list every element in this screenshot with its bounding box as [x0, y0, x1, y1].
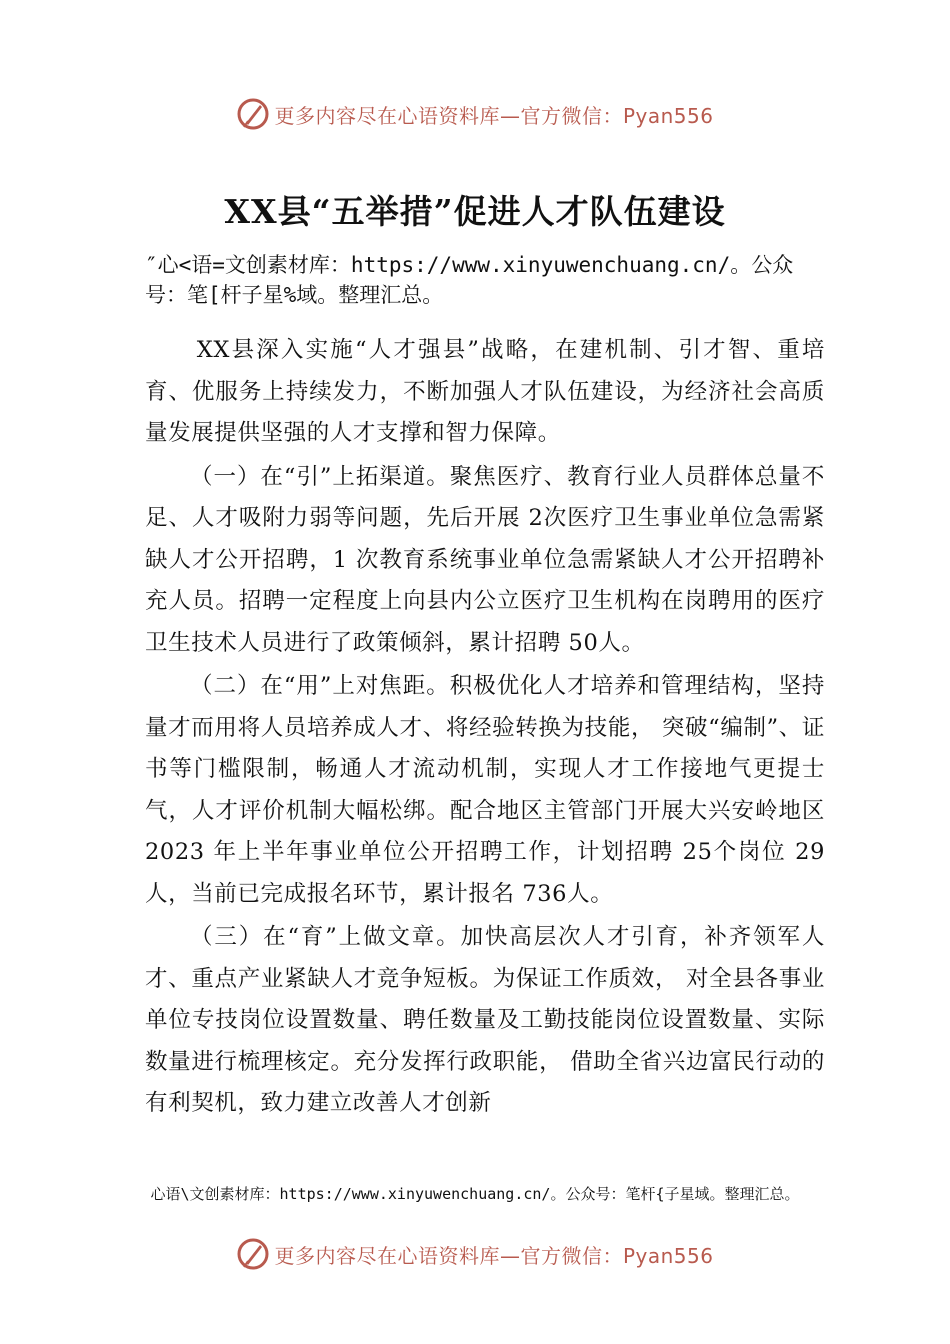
footer-source-note: 心语\文创素材库：https://www.xinyuwenchuang.cn/。公众号：笔杆{子星域。整理汇总。 [150, 1185, 800, 1203]
paragraph-section-3: （三）在“育”上做文章。加快高层次人才引育，补齐领军人才、重点产业紧缺人才竞争短板。为保证工作质效， 对全县各事业单位专技岗位设置数量、聘任数量及工勤技能岗位设置数量、实际数量进行梳理核定。充分发挥行政职能， 借助全省兴边富民行动的有利契机，致力建立改善人才创新 [145, 924, 825, 1116]
header-banner-text: 更多内容尽在心语资料库—官方微信：Pyan556 [274, 103, 714, 128]
paragraph-section-2: （二）在“用”上对焦距。积极优化人才培养和管理结构，坚持量才而用将人员培养成人才、将经验转换为技能， 突破“编制”、证书等门槛限制，畅通人才流动机制，实现人才工作接地气更提士气，人才评价机制大幅松绑。配合地区主管部门开展大兴安岭地区 2023 年上半年事业单位公开招聘工作，计划招聘 25个岗位 29人，当前已完成报名环节，累计报名 736人。 [145, 673, 825, 907]
document-body [145, 330, 825, 1127]
paragraph-section-1: （一）在“引”上拓渠道。聚焦医疗、教育行业人员群体总量不足、人才吸附力弱等问题，先后开展 2次医疗卫生事业单位急需紧缺人才公开招聘，1 次教育系统事业单位急需紧缺人才公开招聘补充人员。招聘一定程度上向县内公立医疗卫生机构在岗聘用的医疗卫生技术人员进行了政策倾斜，累计招聘 50人。 [145, 463, 825, 656]
document-title: XX县“五举措”促进人才队伍建设 [224, 192, 726, 231]
source-note: ″心<语=文创素材库：https://www.xinyuwenchuang.cn/。公众号：笔[杆子星%域。整理汇总。 [145, 253, 794, 307]
paragraph-intro: XX县深入实施“人才强县”战略，在建机制、引才智、重培育、优服务上持续发力，不断加强人才队伍建设，为经济社会高质量发展提供坚强的人才支撑和智力保障。 [145, 337, 825, 446]
quill-logo-icon [236, 97, 270, 131]
header-banner [0, 94, 950, 134]
footer-banner [0, 1234, 950, 1274]
quill-logo-icon [236, 1237, 270, 1271]
footer-banner-text: 更多内容尽在心语资料库—官方微信：Pyan556 [274, 1243, 714, 1268]
